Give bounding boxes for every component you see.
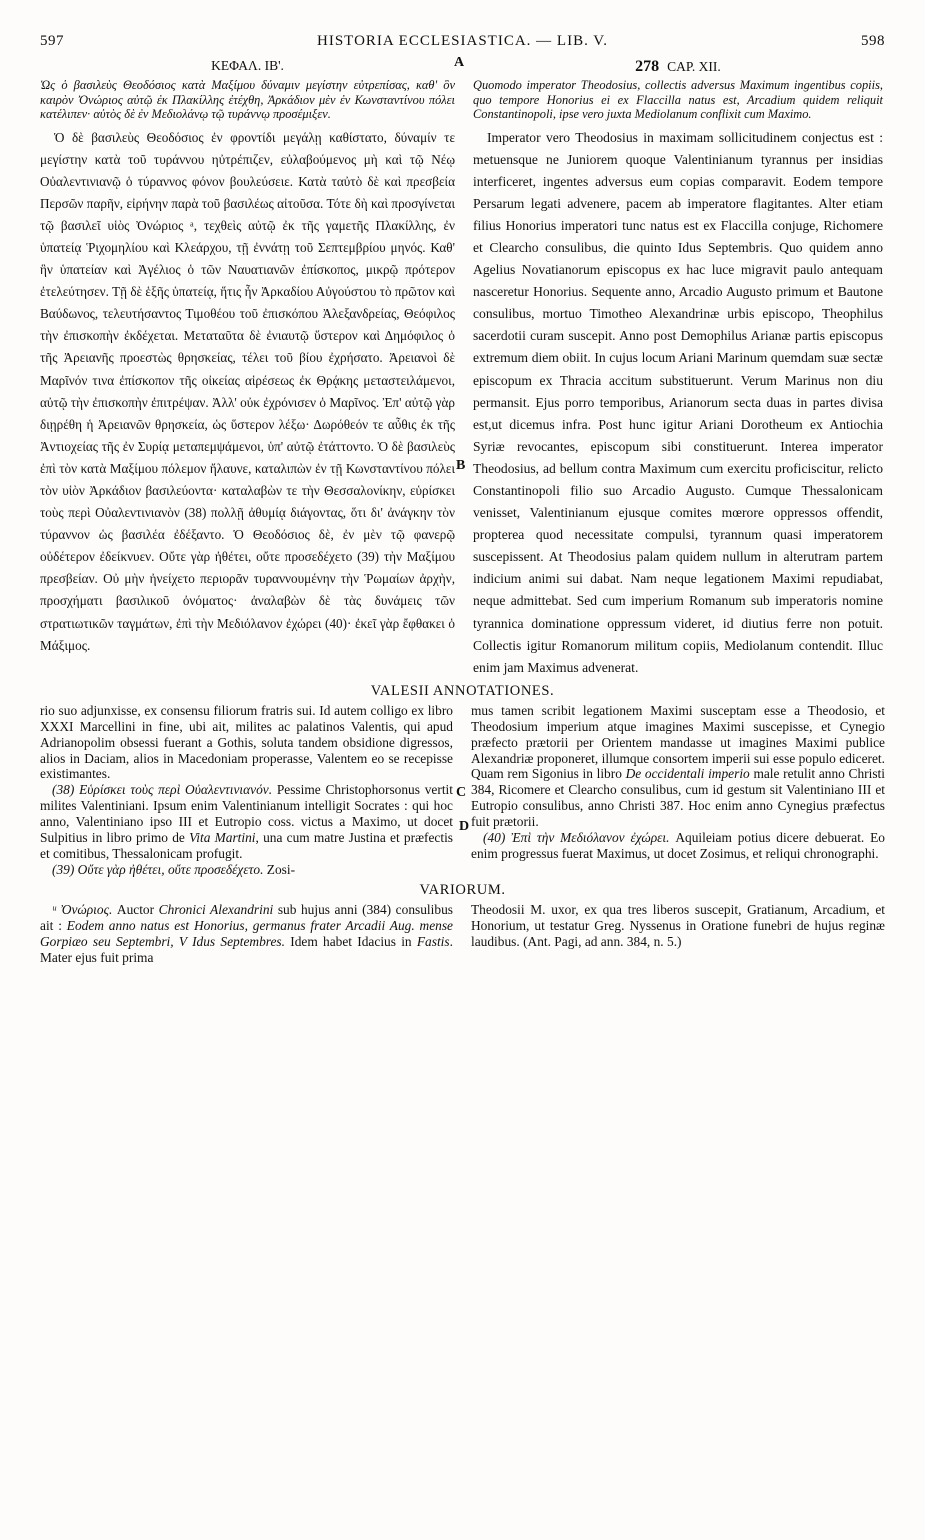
- latin-chapter-heading: [473, 58, 883, 78]
- note-39-text: Zosi-: [263, 861, 296, 877]
- note-39-lemma: (39) Οὔτε γὰρ ἠθέτει, οὔτε προσεδέχετο.: [52, 861, 264, 877]
- variorum-left-column: [40, 902, 453, 967]
- valesii-right-column: [471, 703, 885, 878]
- valesii-note-40: [471, 830, 885, 862]
- note-38-italic: Vita Martini: [189, 830, 256, 846]
- greek-chapter-label: ΚΕΦΑΛ. ΙΒ'.: [211, 58, 284, 73]
- note-39-cont-text: mus tamen scribit legationem Maximi susceptam esse a Theodosio, et Theodosium imperium atque imagines Maximi suscepisse, et Cynegio præfecto prætorii per Orientem mandasse ut imagines Maximi publice Alexandriæ proponeret, illumque consortem imperii sui esse populo ediceret. Quam rem Sigonius in libro: [471, 702, 885, 782]
- note-40-text: Aquileiam potius dicere debuerat. Eo enim progressus fuerat Maximus, ut docet Zosimus, et reliqui chronographi.: [471, 830, 885, 861]
- note-40-lemma: (40) Ἐπὶ τὴν Μεδιόλανον ἐχώρει.: [483, 830, 670, 846]
- valesii-note-continued: rio suo adjunxisse, ex consensu filiorum fratris sui. Id autem colligo ex libro XXXI Marcellini in fine, ubi ait, milites ac palatinos Valentis, qui apud Adrianopolim obsessi fuerant a Gothis, soluta tandem obsidione digressos, alios in Daciam, alios in Macedoniam properasse, Valentem eo se recepisse existimantes.: [40, 702, 453, 782]
- variorum-columns: [40, 902, 885, 967]
- page-number-left: 597: [40, 33, 64, 49]
- valesii-columns: [40, 703, 885, 878]
- variorum-note-a-continued: Theodosii M. uxor, ex qua tres liberos suscepit, Gratianum, Arcadium, et Honorium, ut testatur Greg. Nyssenus in Oratione funebri de hujus reginæ laudibus. (Ant. Pagi, ad ann. 384, n. 5.): [471, 901, 885, 950]
- note-39-cont-tail: male retulit anno Christi 384, Ricomere et Clearcho consulibus, cum id gestum sit Valentiniano III et Eutropio consulibus, anno Christi 387. Hoc enim anno Cynegius præfectus fuit prætorii.: [471, 766, 885, 830]
- variorum-italic-3: Fastis: [416, 934, 450, 950]
- margin-letter-a: A: [454, 55, 465, 70]
- greek-chapter-heading: [40, 58, 455, 78]
- latin-chapter-label: CAP. XII.: [667, 59, 721, 74]
- variorum-note-a: [40, 902, 453, 967]
- variorum-text-1: Auctor: [112, 901, 159, 917]
- greek-text: Ὁ δὲ βασιλεὺς Θεοδόσιος ἐν φροντίδι μεγάλῃ καθίστατο, δύναμίν τε μεγίστην κατὰ τοῦ τυράννου ηὐτρέπιζεν, εὐλαβούμενος μὴ καὶ τῷ Νέῳ Οὐαλεντινιανῷ ὁ τύραννος φόνον βουλεύσειε. Κατὰ ταὐτὸ δὲ καὶ πρεσβεία Περσῶν παρῆν, εἰρήνην παρὰ τοῦ βασιλέως αἰτοῦσα. Τότε δὴ καὶ προσγίνεται τῷ βασιλεῖ υἱὸς Ὀνώριος ᵃ, τεχθεὶς αὐτῷ ἐκ τῆς γαμετῆς Πλακίλλης, ἐν ὑπατείᾳ Ῥιχομηλίου καὶ Κλεάρχου, τῇ ἐννάτῃ τοῦ Σεπτεμβρίου μηνός. Καθ' ἣν ὑπατείαν καὶ Ἀγέλιος ὁ τῶν Ναυατιανῶν ἐπίσκοπος, μικρῷ πρότερον ἐτελεύτησεν. Τῇ δὲ ἑξῆς ὑπατείᾳ, ἥτις ἦν Ἀρκαδίου Αὐγούστου τὸ πρῶτον καὶ Βαύδωνος, τελευτήσαντος Τιμοθέου τοῦ ἐπισκόπου Ἀλεξανδρείας, Θεόφιλος τὴν ἐπισκοπὴν ἐκδέχεται. Μεταταῦτα δὲ ἐνιαυτῷ ὕστερον καὶ Δημόφιλος ὁ τῆς Ἀρειανῆς προεστὼς θρησκείας, τέλει τοῦ βίου ἐχρήσατο. Ἀρειανοὶ δὲ Μαρῖνόν τινα ἐπίσκοπον τῆς οἰκείας αἱρέσεως ἐκ Θρᾴκης μεταστειλάμενοι, αὐτῷ τὴν ἐπισκοπὴν ἐπιτρέψαν. Ἀλλ' οὐκ ἐχρόνισεν ὁ Μαρῖνος. Ἐπ' αὐτῷ γὰρ διῃρέθη ἡ Ἀρειανῶν θρησκεία, ὡς ὕστερον λέξω· Δωρόθεόν τε αὖθις ἐκ τῆς Ἀντιοχείας τῆς ἐν Συρίᾳ μεταπεμψάμενοι, ὑπ' αὐτῷ ἐτάττοντο. Ὁ δὲ βασιλεὺς ἐπὶ τὸν κατὰ Μαξίμου πόλεμον ἤλαυνε, καταλιπὼν ἐν τῇ Κωνσταντίνου πόλει τὸν υἱὸν Ἀρκάδιον βασιλεύοντα· καταλαβὼν τε τὴν Θεσσαλονίκην, εὑρίσκει τοὺς περὶ Οὐαλεντινιανὸν (38) πολλῇ ἀθυμίᾳ διάγοντας, ὅτι δι' ἀνάγκην τὸν τύραννον ὡς βασιλέα ἐδέξαντο. Ὁ Θεοδόσιος δὲ, ἐν μὲν τῷ φανερῷ οὐδέτερον ἐδείκνυεν. Οὔτε γὰρ ἠθέτει, οὔτε προσεδέχετο (39) τὴν Μαξίμου πρεσβείαν. Οὐ μὴν ἠνείχετο περιορᾶν τυραννουμένην τὴν Ῥωμαίων ἀρχὴν, προσχήματι βασιλικοῦ ὀνόματος· ἀναλαβὼν δὲ τὰς δυνάμεις τῶν στρατιωτικῶν ταγμάτων, ἐπὶ τὴν Μεδιόλανον ἐχώρει (40)· ἐκεῖ γὰρ ἔφθακει ὁ Μάξιμος.: [40, 129, 455, 653]
- page: [40, 33, 885, 967]
- greek-chapter-summary: Ὡς ὁ βασιλεὺς Θεοδόσιος κατὰ Μαξίμου δύναμιν μεγίστην εὐτρεπίσας, καθ' ὃν καιρὸν Ὀνώριος αὐτῷ ἐκ Πλακίλλης ἐτέχθη, Ἀρκάδιον μὲν ἐν Κωνσταντίνου πόλει κατέλιπεν· αὐτὸς δὲ ἐν Μεδιολάνῳ τῷ τυράννῳ προσέμιξεν.: [40, 78, 455, 121]
- margin-letter-d: D: [459, 818, 470, 834]
- note-38-text: Pessime Christophorsonus vertit milites Valentiniani. Ipsum enim Valentinianum intelligit Socrates : qui hoc anno, Valentiniano ipso III et Eutropio coss. victus a Maximo, ut docet Sulpitius in libro primo de: [40, 782, 453, 846]
- valesii-note-38: [40, 782, 453, 862]
- column-number: 278: [635, 58, 660, 75]
- running-header: [40, 33, 885, 50]
- margin-letter-b: B: [456, 458, 466, 473]
- latin-chapter-summary: Quomodo imperator Theodosius, collectis adversus Maximum ingentibus copiis, quo tempore Honorius ei ex Flaccilla natus est, Arcadium quidem reliquit Constantinopoli, ipse vero juxta Mediolanum conflixit cum Maximo.: [473, 78, 883, 121]
- margin-letter-c: C: [456, 785, 467, 800]
- note-38-text-end: , una cum matre Justina et præfectis et comitibus, Thessalonicam profugit.: [40, 830, 454, 861]
- greek-column: [40, 50, 455, 679]
- valesii-note-39: [40, 862, 453, 878]
- valesii-title: VALESII ANNOTATIONES.: [370, 682, 555, 699]
- latin-column: [473, 50, 883, 679]
- variorum-right-column: [471, 902, 885, 967]
- variorum-italic-1: Chronici Alexandrini: [158, 901, 274, 917]
- variorum-title: VARIORUM.: [419, 881, 506, 898]
- variorum-text-3: Idem habet Idacius in: [284, 934, 417, 950]
- variorum-text-2: sub hujus anni (384) consulibus ait :: [40, 901, 453, 934]
- valesii-note-39-continued: [471, 703, 885, 830]
- variorum-text-4: . Mater ejus fuit prima: [40, 934, 453, 966]
- latin-text: Imperator vero Theodosius in maximam sollicitudinem conjectus est : metuensque ne Juniorem quoque Valentinianum tyrannus per insidias interficeret, ingentes adversus eum copias comparavit. Eodem tempore Persarum legati advenere, pacem ab imperatore flagitantes. Alter etiam filius Honorius imperatori tunc natus est ex Flaccilla conjuge, Richomere et Clearcho consulibus, die quinto Idus Septembris. Quo quidem anno Agelius Novatianorum episcopus ex hac luce migravit paulo antequam nasceretur Honorius. Sequente anno, Arcadio Augusto primum et Bautone consulibus, mortuo Timotheo Alexandrinæ urbis episcopo, Theophilus sacerdotii curam suscepit. Anno post Demophilus Arianæ partis episcopus extremum diem obiit. In cujus locum Ariani Marinum quemdam suæ sectæ episcopum ex Thracia accitum substituerunt. Verum Marinus non diu permansit. Ejus porro temporibus, Arianorum secta duas in partes divisa est,ut dicemus infra. Post hunc igitur Ariani Dorotheum ex Antiochia Syriæ revocantes, episcopum sibi constituerunt. Interea imperator Theodosius, ad bellum contra Maximum cum exercitu proficiscitur, relicto Constantinopoli filio suo Arcadio Augusto. Cumque Thessalonicam venisset, Valentinianum ejusque comites mœrore oppressos offendit, propterea quod necessitate compulsi, tyrannum quasi imperatorem suscepissent. At Theodosius palam quidem nullum in alterutram partem indicium animi sui dabat. Nam neque legationem Maximi repudiabat, neque admittebat. Sed cum imperium Romanum sub imperatoris nomine tyrannica dominatione oppressum videret, id diutius ferre non potuit. Collectis igitur Romanorum militum copiis, Mediolanum contendit. Illuc enim jam Maximus advenerat.: [473, 129, 883, 675]
- page-number-right: 598: [860, 33, 885, 49]
- running-title: HISTORIA ECCLESIASTICA. — LIB. V.: [317, 33, 608, 49]
- note-39-cont-italic: De occidentali imperio: [625, 766, 750, 782]
- variorum-italic-2: Eodem anno natus est Honorius, germanus frater Arcadii Aug. mense Gorpiæo seu Septembri, V Idus Septembres.: [40, 918, 453, 950]
- valesii-left-column: [40, 703, 453, 878]
- note-38-lemma: (38) Εὑρίσκει τοὺς περὶ Οὐαλεντινιανόν.: [52, 782, 273, 798]
- variorum-lemma: ᵘ Ὀνώριος.: [52, 901, 113, 917]
